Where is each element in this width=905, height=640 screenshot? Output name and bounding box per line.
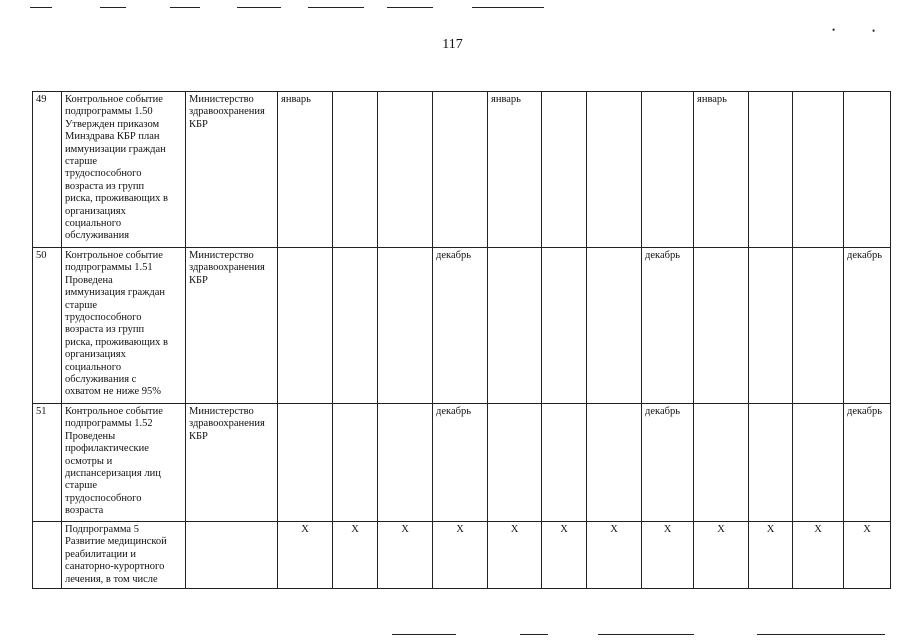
period-cell bbox=[378, 248, 433, 404]
not-applicable-mark: X bbox=[378, 522, 433, 589]
period-cell bbox=[278, 248, 333, 404]
table-row bbox=[33, 92, 891, 248]
period-cell: декабрь bbox=[642, 248, 694, 404]
top-rule bbox=[30, 7, 52, 8]
event-description: Контрольное событие подпрограммы 1.51 Проведена иммунизация граждан старше трудоспособного возраста из групп риска, проживающих в организациях социального обслуживания с охватом не ниже 95% bbox=[62, 248, 186, 404]
row-number: 49 bbox=[33, 92, 62, 248]
table-row bbox=[33, 404, 891, 522]
period-cell bbox=[433, 92, 488, 248]
bottom-rule bbox=[757, 634, 885, 635]
bottom-rule bbox=[598, 634, 694, 635]
period-cell bbox=[793, 404, 844, 522]
period-cell bbox=[278, 404, 333, 522]
period-cell bbox=[333, 248, 378, 404]
event-description: Контрольное событие подпрограммы 1.52 Проведены профилактические осмотры и диспансеризация лиц старше трудоспособного возраста bbox=[62, 404, 186, 522]
schedule-table bbox=[32, 91, 891, 589]
period-cell: январь bbox=[488, 92, 542, 248]
period-cell bbox=[749, 404, 793, 522]
period-cell bbox=[542, 248, 587, 404]
row-number bbox=[33, 522, 62, 589]
row-number: 50 bbox=[33, 248, 62, 404]
top-rule bbox=[472, 7, 544, 8]
not-applicable-mark: X bbox=[542, 522, 587, 589]
table-row bbox=[33, 522, 891, 589]
period-cell bbox=[694, 248, 749, 404]
period-cell bbox=[793, 248, 844, 404]
top-rule bbox=[387, 7, 433, 8]
top-rule bbox=[237, 7, 281, 8]
period-cell bbox=[333, 404, 378, 522]
period-cell bbox=[488, 248, 542, 404]
event-description: Контрольное событие подпрограммы 1.50 Утвержден приказом Минздрава КБР план иммунизации граждан старше трудоспособного возраста из групп риска, проживающих в организациях социального обслуживания bbox=[62, 92, 186, 248]
executor bbox=[186, 522, 278, 589]
scan-mark: • bbox=[832, 25, 836, 35]
period-cell bbox=[333, 92, 378, 248]
top-rule bbox=[100, 7, 126, 8]
executor: Министерство здравоохранения КБР bbox=[186, 92, 278, 248]
period-cell: январь bbox=[278, 92, 333, 248]
period-cell: январь bbox=[694, 92, 749, 248]
period-cell bbox=[844, 92, 891, 248]
period-cell: декабрь bbox=[844, 404, 891, 522]
not-applicable-mark: X bbox=[844, 522, 891, 589]
bottom-rule bbox=[520, 634, 548, 635]
not-applicable-mark: X bbox=[793, 522, 844, 589]
period-cell bbox=[587, 248, 642, 404]
period-cell: декабрь bbox=[844, 248, 891, 404]
not-applicable-mark: X bbox=[749, 522, 793, 589]
table-row bbox=[33, 248, 891, 404]
not-applicable-mark: X bbox=[488, 522, 542, 589]
period-cell bbox=[378, 92, 433, 248]
period-cell bbox=[749, 92, 793, 248]
not-applicable-mark: X bbox=[587, 522, 642, 589]
not-applicable-mark: X bbox=[642, 522, 694, 589]
not-applicable-mark: X bbox=[433, 522, 488, 589]
period-cell bbox=[378, 404, 433, 522]
not-applicable-mark: X bbox=[694, 522, 749, 589]
top-rule bbox=[308, 7, 364, 8]
bottom-rule bbox=[392, 634, 456, 635]
period-cell bbox=[642, 92, 694, 248]
period-cell bbox=[587, 404, 642, 522]
period-cell bbox=[793, 92, 844, 248]
executor: Министерство здравоохранения КБР bbox=[186, 404, 278, 522]
period-cell: декабрь bbox=[433, 404, 488, 522]
page-number: 117 bbox=[442, 37, 463, 52]
not-applicable-mark: X bbox=[278, 522, 333, 589]
period-cell bbox=[749, 248, 793, 404]
period-cell bbox=[587, 92, 642, 248]
period-cell bbox=[488, 404, 542, 522]
period-cell: декабрь bbox=[642, 404, 694, 522]
period-cell bbox=[542, 92, 587, 248]
executor: Министерство здравоохранения КБР bbox=[186, 248, 278, 404]
not-applicable-mark: X bbox=[333, 522, 378, 589]
period-cell: декабрь bbox=[433, 248, 488, 404]
period-cell bbox=[542, 404, 587, 522]
period-cell bbox=[694, 404, 749, 522]
row-number: 51 bbox=[33, 404, 62, 522]
top-rule bbox=[170, 7, 200, 8]
subprogram-title: Подпрограмма 5 Развитие медицинской реабилитации и санаторно-курортного лечения, в том числе bbox=[62, 522, 186, 589]
scan-mark: • bbox=[872, 26, 876, 36]
